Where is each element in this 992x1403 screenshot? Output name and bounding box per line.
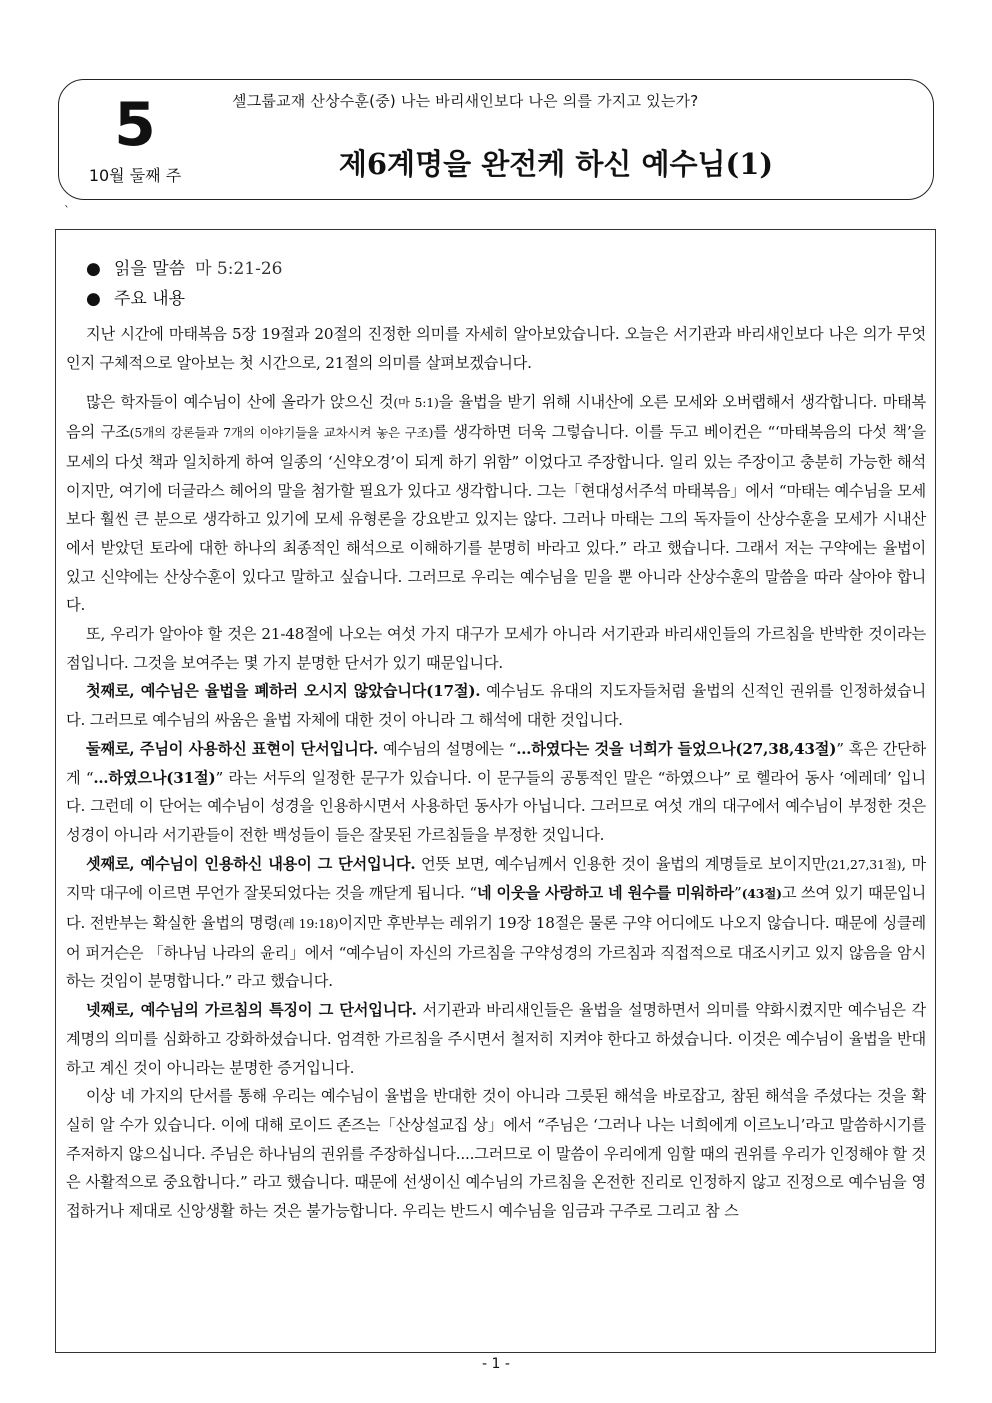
reading-row: [86, 254, 282, 284]
paragraph-clue-3: 셋째로, 예수님이 인용하신 내용이 그 단서입니다. 언뜻 보면, 예수님께서 인용한 것이 율법의 계명들로 보이지만(21,27,31절), 마지막 대구에 이르면 무언가 잘못되었다는 것을 깨닫게 됩니다. “네 이웃을 사랑하고 네 원수를 미워하라”(43절)고 쓰여 있기 때문입니다. 전반부는 확실한 율법의 명령(레 19:18)이지만 후반부는 레위기 19장 18절은 물론 구약 어디에도 나오지 않습니다. 때문에 싱클레어 퍼거슨은 「하나님 나라의 윤리」에서 “예수님이 자신의 가르침을 구약성경의 가르침과 직접적으로 대조시키고 있지 않음을 암시하는 것임이 분명합니다.” 라고 했습니다.: [66, 854, 926, 991]
reading-reference: 마 5:21-26: [195, 259, 283, 279]
page-title: 제6계명을 완전케 하신 예수님(1): [338, 147, 774, 181]
paragraph-context: 많은 학자들이 예수님이 산에 올라가 앉으신 것(마 5:1)을 율법을 받기 위해 시내산에 오른 모세와 오버랩해서 생각합니다. 마태복음의 구조(5개의 강론들과 7개의 이야기들을 교차시켜 놓은 구조)를 생각하면 더욱 그렇습니다. 이를 두고 베이컨은 “‘마태복음의 다섯 책’을 모세의 다섯 책과 일치하게 하여 일종의 ‘신약오경’이 되게 하기 위함” 이었다고 주장합니다. 일리 있는 주장이고 충분히 가능한 해석이지만, 여기에 더글라스 헤어의 말을 첨가할 필요가 있다고 생각합니다. 그는「현대성서주석 마태복음」에서 “마태는 예수님을 모세보다 훨씬 큰 분으로 생각하고 있기에 모세 유형론을 강요받고 있지는 않다. 그러나 마태는 그의 독자들이 산상수훈을 모세가 시내산에서 받았던 토라에 대한 하나의 최종적인 해석으로 이해하기를 분명히 바라고 있다.” 라고 했습니다. 그래서 저는 구약에는 율법이 있고 신약에는 산상수훈이 있다고 말하고 싶습니다. 그러므로 우리는 예수님을 믿을 뿐 아니라 산상수훈의 말씀을 따라 살아야 합니다.: [66, 393, 926, 615]
stray-mark: `: [64, 204, 70, 218]
week-label: 10월 둘째 주: [88, 166, 182, 185]
paragraph-clue-4: 넷째로, 예수님의 가르침의 특징이 그 단서입니다. 서기관과 바리새인들은 율법을 설명하면서 의미를 약화시켰지만 예수님은 각 계명의 의미를 심화하고 강화하셨습니다. 엄격한 가르침을 주시면서 철저히 지켜야 한다고 하셨습니다. 이것은 예수님이 율법을 반대하고 계신 것이 아니라는 분명한 증거입니다.: [66, 1001, 926, 1077]
bullet-list: [86, 254, 282, 314]
bullet-dot-icon: ●: [86, 259, 101, 279]
body-text: [66, 320, 926, 1226]
page-number: - 1 -: [482, 1356, 510, 1372]
paragraph-conclusion: 이상 네 가지의 단서를 통해 우리는 예수님이 율법을 반대한 것이 아니라 그릇된 해석을 바로잡고, 참된 해석을 주셨다는 것을 확실히 알 수가 있습니다. 이에 대해 로이드 존즈는「산상설교집 상」에서 “주님은 ‘그러나 나는 너희에게 이르노니’라고 말씀하시기를 주저하지 않으십니다. 주님은 하나님의 권위를 주장하십니다....그러므로 이 말씀이 우리에게 임할 때의 권위를 우리가 인정해야 할 것은 사활적으로 중요합니다.” 라고 했습니다. 때문에 선생이신 예수님의 가르침을 온전한 진리로 인정하지 않고 진정으로 예수님을 영접하거나 제대로 신앙생활 하는 것은 불가능합니다. 우리는 반드시 예수님을 임금과 구주로 그리고 참 스: [66, 1087, 926, 1221]
summary-row: [86, 284, 282, 314]
lesson-number: 5: [114, 90, 156, 160]
paragraph-clue-1: 첫째로, 예수님은 율법을 폐하러 오시지 않았습니다(17절). 예수님도 유대의 지도자들처럼 율법의 신적인 권위를 인정하셨습니다. 그러므로 예수님의 싸움은 율법 자체에 대한 것이 아니라 그 해석에 대한 것입니다.: [66, 682, 926, 730]
paragraph-intro: 지난 시간에 마태복음 5장 19절과 20절의 진정한 의미를 자세히 알아보았습니다. 오늘은 서기관과 바리새인보다 나은 의가 무엇인지 구체적으로 알아보는 첫 시간으로, 21절의 의미를 살펴보겠습니다.: [66, 325, 926, 372]
bullet-dot-icon: ●: [86, 289, 101, 309]
reading-label: 읽을 말씀: [114, 259, 186, 279]
summary-label: 주요 내용: [114, 289, 186, 309]
paragraph-clue-2: 둘째로, 주님이 사용하신 표현이 단서입니다. 예수님의 설명에는 “…하였다는 것을 너희가 들었으나(27,38,43절)” 혹은 간단하게 “…하였으나(31절)” 라는 서두의 일정한 문구가 있습니다. 이 문구들의 공통적인 말은 “하였으나” 로 헬라어 동사 ‘에레데’ 입니다. 그런데 이 단어는 예수님이 성경을 인용하시면서 사용하던 동사가 아닙니다. 그러므로 여섯 개의 대구에서 예수님이 부정한 것은 성경이 아니라 서기관들이 전한 백성들이 들은 잘못된 가르침들을 부정한 것입니다.: [66, 739, 926, 844]
paragraph-clues-intro: 또, 우리가 알아야 할 것은 21-48절에 나오는 여섯 가지 대구가 모세가 아니라 서기관과 바리새인들의 가르침을 반박한 것이라는 점입니다. 그것을 보여주는 몇 가지 분명한 단서가 있기 때문입니다.: [66, 625, 926, 672]
series-subtitle: 셀그룹교재 산상수훈(중) 나는 바리새인보다 나은 의를 가지고 있는가?: [232, 92, 699, 110]
